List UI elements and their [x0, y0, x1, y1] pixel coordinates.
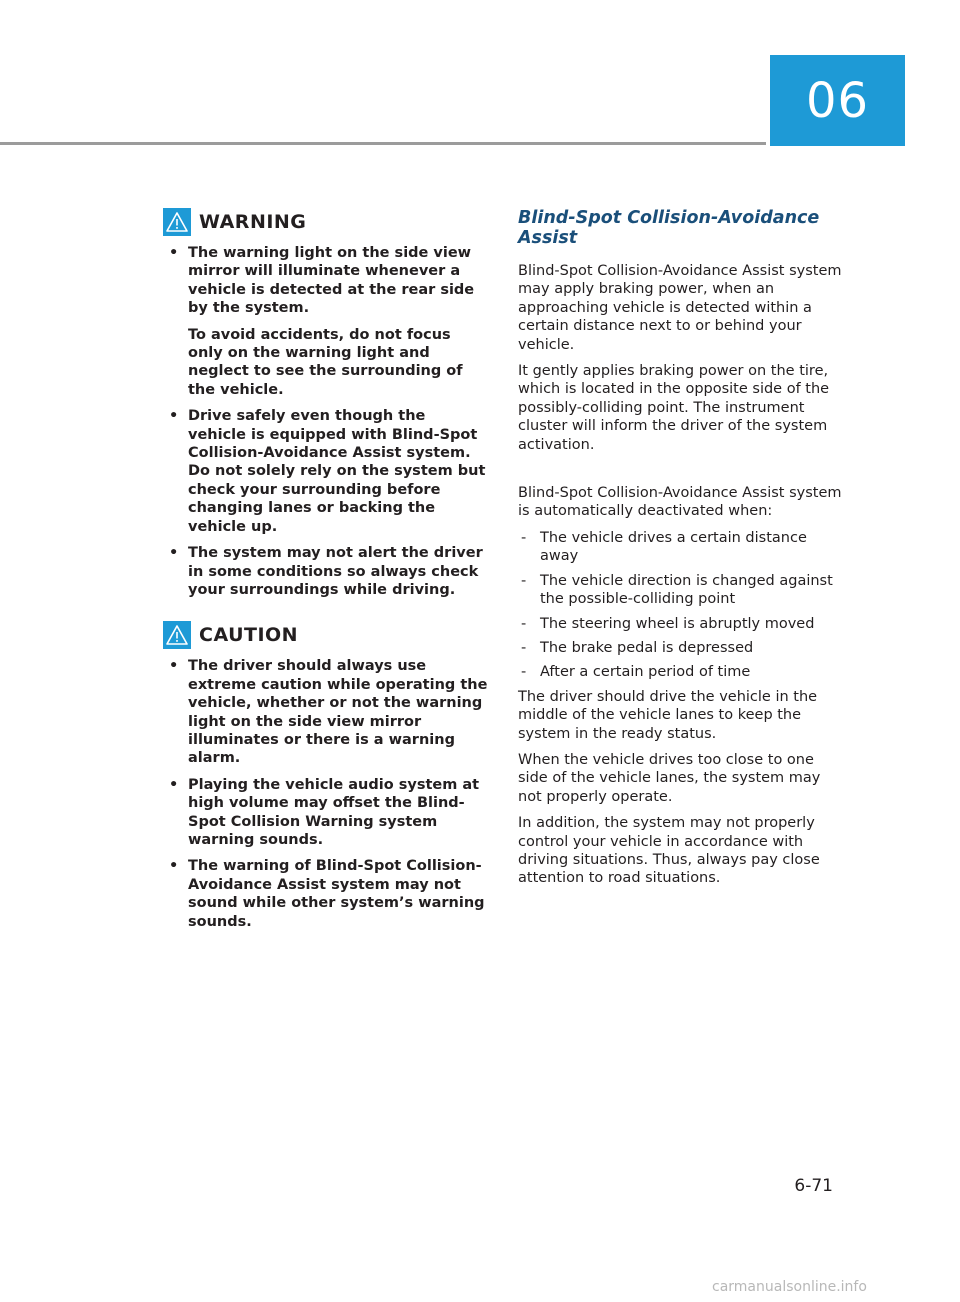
warning-item [163, 244, 488, 399]
watermark: carmanualsonline.info [712, 1279, 867, 1295]
caution-title: CAUTION [199, 624, 299, 647]
caution-item: • The driver should always use extreme caution while operating the vehicle, whether or not the warning light on the side view mirror illuminates or there is a warning alarm. [163, 657, 488, 767]
condition-item: - The steering wheel is abruptly moved [518, 615, 843, 633]
caution-block [163, 621, 488, 931]
condition-item: - The vehicle drives a certain distance away [518, 529, 843, 566]
caution-triangle-icon [163, 621, 191, 649]
caution-item: • The warning of Blind-Spot Collision-Avoidance Assist system may not sound while other system’s warning sounds. [163, 857, 488, 931]
page-number: 6-71 [794, 1176, 833, 1196]
spacer [518, 462, 843, 484]
condition-item: - The brake pedal is depressed [518, 639, 843, 657]
deactivation-conditions-list [518, 529, 843, 682]
warning-item-text: • The system may not alert the driver in some conditions so always check your surroundings while driving. [188, 545, 483, 598]
body-paragraph: It gently applies braking power on the tire, which is located in the opposite side of the possibly-colliding point. The instrument cluster will inform the driver of the system activation. [518, 363, 830, 453]
warning-item-text: • The warning light on the side view mirror will illuminate whenever a vehicle is detected at the rear side by the system. [188, 245, 475, 317]
body-paragraph: Blind-Spot Collision-Avoidance Assist system may apply braking power, when an approaching vehicle is detected within a certain distance next to or behind your vehicle. [518, 263, 842, 353]
section-title: Blind-Spot Collision-Avoidance Assist [518, 208, 820, 248]
warning-header [163, 208, 488, 236]
body-paragraph: The driver should drive the vehicle in the middle of the vehicle lanes to keep the system in the ready status. [518, 688, 818, 742]
right-column [518, 208, 843, 896]
warning-item-text: To avoid accidents, do not focus only on the warning light and neglect to see the surrounding of the vehicle. [188, 326, 463, 398]
warning-block [163, 208, 488, 599]
condition-item: - After a certain period of time [518, 663, 843, 681]
warning-item [163, 407, 488, 536]
condition-item: - The vehicle direction is changed against the possible-colliding point [518, 572, 843, 609]
warning-item [163, 544, 488, 599]
left-column [163, 208, 488, 939]
warning-triangle-icon [163, 208, 191, 236]
chapter-tab: 06 [770, 55, 905, 146]
caution-list [163, 657, 488, 931]
warning-list [163, 244, 488, 599]
body-paragraph: In addition, the system may not properly control your vehicle in accordance with driving situations. Thus, always pay close attention to road situations. [518, 815, 820, 887]
body-paragraph: When the vehicle drives too close to one side of the vehicle lanes, the system may not properly operate. [518, 751, 821, 805]
body-paragraph: Blind-Spot Collision-Avoidance Assist system is automatically deactivated when: [518, 485, 842, 520]
warning-item-text: • Drive safely even though the vehicle is equipped with Blind-Spot Collision-Avoidance Assist system. Do not solely rely on the system but check your surrounding before changing lanes or backing the vehicle up. [188, 408, 486, 535]
caution-item: • Playing the vehicle audio system at high volume may offset the Blind-Spot Collision Warning system warning sounds. [163, 776, 488, 850]
warning-title: WARNING [199, 211, 307, 233]
header-rule [0, 142, 766, 145]
caution-header [163, 621, 488, 649]
